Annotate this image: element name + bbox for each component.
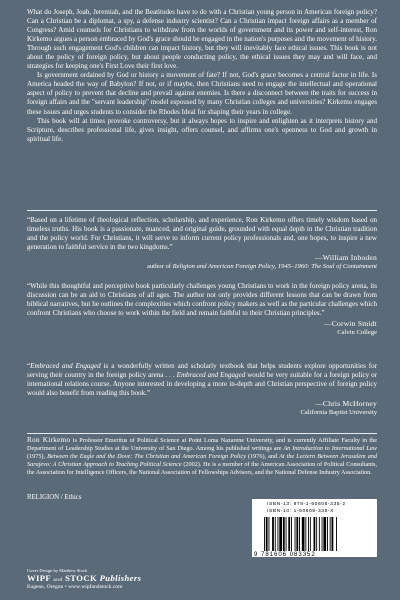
barcode-bar	[272, 517, 274, 551]
bio-text: (1976), and	[245, 452, 280, 460]
publisher-logo	[27, 573, 141, 583]
barcode-bar	[302, 517, 305, 551]
publisher-location: Eugene, Oregon • www.wipfandstock.com	[27, 584, 123, 590]
barcode-bar	[275, 517, 276, 551]
barcode-bar	[323, 517, 326, 551]
endorser-name: —Corwin Smidt	[323, 319, 377, 329]
endorsement-quote	[27, 362, 377, 398]
barcode-bar	[264, 517, 265, 551]
quote-text: would be very suitable for a foreign policy or international relations course. Anyone interested in developing a more in-depth and Christian perspective of foreign policy would also benefit from reading this book.”	[27, 371, 377, 398]
barcode-bar	[336, 517, 337, 551]
barcode-bar	[295, 517, 296, 551]
endorsement-attribution	[27, 400, 377, 417]
barcode-bar	[314, 517, 316, 551]
barcode-bar	[308, 517, 309, 551]
bio-book-title: An Introduction to International Law	[283, 444, 378, 452]
barcode-bar	[319, 517, 320, 551]
barcode-bar	[327, 517, 328, 551]
barcode-bar	[266, 517, 268, 551]
quote-text: is a wonderfully written and scholarly textbook that helps students explore opportunities for serving their country in the foreign policy arena . . .	[27, 362, 377, 380]
publisher-name: Publishers	[99, 573, 142, 583]
bio-book-title: Between the Eagle and the Dove: The Christian and American Foreign Policy	[47, 452, 246, 460]
barcode-bar	[322, 517, 323, 551]
endorsement-attribution	[27, 320, 377, 337]
description-paragraph-3: This book will at times provoke controversy, but it always hopes to inspire and enlighten as it interprets history and Scripture, describes professional life, gives insight, offers counsel, and affirms one's openness to God and growth in spiritual life.	[27, 116, 377, 143]
quote-open: “	[27, 362, 31, 370]
endorsement-attribution	[27, 254, 377, 271]
endorsement-quote: “Based on a lifetime of theological reflection, scholarship, and experience, Ron Kirkemo offers timely wisdom based on timeless truths. His book is a passionate, nuanced, and original guide, grounded with equal depth in the Christian tradition and the policy world. For Christians, it will serve to inform current policy professionals and, one hopes, to inspire a new generation to faithful service in the two kingdoms.”	[27, 216, 377, 252]
barcode-bar	[283, 517, 285, 551]
endorsement-inboden	[27, 216, 377, 271]
barcode-bars	[264, 517, 364, 551]
publisher-and: and	[53, 577, 63, 583]
barcode-bar	[269, 517, 270, 551]
cover-designer-credit: Cover Design by Matthew Stock	[27, 568, 88, 573]
barcode-bar	[316, 517, 317, 551]
isbn-10: ISBN-10: 1-60608-335-X	[267, 509, 335, 514]
bio-text: (2002). He is a member of the American Association of Political Consultants, the Association for Intelligence Officers, the National Association of Fellowships Advisors, and the National Defense Industry Association.	[27, 460, 377, 476]
quote-book-title: Embraced and Engaged	[30, 362, 101, 370]
category-label: RELIGION / Ethics	[27, 494, 82, 501]
endorser-affiliation	[27, 263, 377, 271]
barcode-bar	[296, 517, 298, 551]
endorsement-mchorney	[27, 362, 377, 417]
book-description	[27, 8, 377, 144]
divider	[27, 433, 377, 434]
barcode-bar	[305, 517, 306, 551]
endorser-affiliation: Calvin College	[337, 328, 377, 336]
barcode-bar	[279, 517, 282, 551]
quote-book-title: Embraced and Engaged	[176, 371, 246, 380]
bio-book-title: At the Lectern Between Jerusalem and Sarajevo: A Christian Approach to Teaching Political Science	[27, 452, 377, 468]
endorser-name: —William Inboden	[314, 253, 377, 263]
author-bio	[27, 437, 377, 477]
endorsement-quote: “While this thoughtful and perceptive book particularly challenges young Christians to work in the foreign policy arena, its discussion can be an aid to Christians of all ages. The author not only provides different lessons that can be drawn from biblical narratives, but he outlines the complexities which confront policy makers as well as the particular challenges which confront Christians who choose to work within the field and remain faithful to their Christian principles.”	[27, 282, 377, 318]
barcode-bar	[291, 517, 292, 551]
barcode-bar	[310, 517, 311, 551]
divider	[27, 210, 377, 211]
bio-text: (1975),	[27, 452, 48, 460]
endorser-name: —Chris McHorney	[315, 399, 377, 409]
bio-text: is Professor Emeritus of Political Science at Point Loma Nazarene University, and is currently Affiliate Faculty in the Department of Leadership Studies at the University of San Diego. Among his published writings are	[27, 437, 377, 452]
affiliation-book-title: Religion and American Foreign Policy, 1945–1960: The Soul of Containment	[172, 262, 377, 270]
publisher-name: WIPF	[27, 573, 51, 583]
barcode-bar	[288, 517, 290, 551]
endorser-affiliation: California Baptist University	[300, 408, 377, 416]
endorsement-smidt	[27, 282, 377, 337]
publisher-name: STOCK	[65, 573, 98, 583]
barcode-bar	[330, 517, 331, 551]
isbn-barcode	[252, 499, 377, 557]
affiliation-prefix: author of	[146, 262, 171, 270]
barcode-bar	[278, 517, 279, 551]
barcode-bar	[332, 517, 334, 551]
description-paragraph-2: Is government ordained by God or history a movement of fate? If not, God's grace becomes a central factor in life. Is America headed the way of Babylon? If not, or if maybe, then Christians need to engage the intellectual and operational aspect of policy to prevent that decline and prevail against enemies. Is there a disconnect between the traits for success in foreign affairs and the "servant leadership" model espoused by many Christian colleges and universities? Kirkemo engages these issues and urges students to consider the Rhodes Ideal for shaping their years in college.	[27, 71, 377, 116]
description-paragraph-1: What do Joseph, Joab, Jeremiah, and the Beatitudes have to do with a Christian young person in American foreign policy? Can a Christian be a diplomat, a spy, a defense industry scientist? Can a Christian impact foreign affairs as a member of Congress? Amid counsels for Christians to withdraw from the worlds of government and its power and self-interest, Ron Kirkemo argues a person embraced by God's grace should be engaged in the nation's purposes and the movement of history. Through such engagement God's children can impact history, but they will inevitably face ethical issues. This book is not about the policy of foreign policy, but about people conducting policy, the ethical issues they may and will face, and strategies for keeping one's First Love their first love.	[27, 8, 377, 71]
isbn-13: ISBN-13: 978-1-60608-335-2	[267, 502, 346, 507]
barcode-digits: 9 781606 083352	[254, 552, 316, 558]
barcode-bar	[299, 517, 300, 551]
author-name: Ron Kirkemo	[27, 436, 71, 444]
barcode-bar	[286, 517, 287, 551]
